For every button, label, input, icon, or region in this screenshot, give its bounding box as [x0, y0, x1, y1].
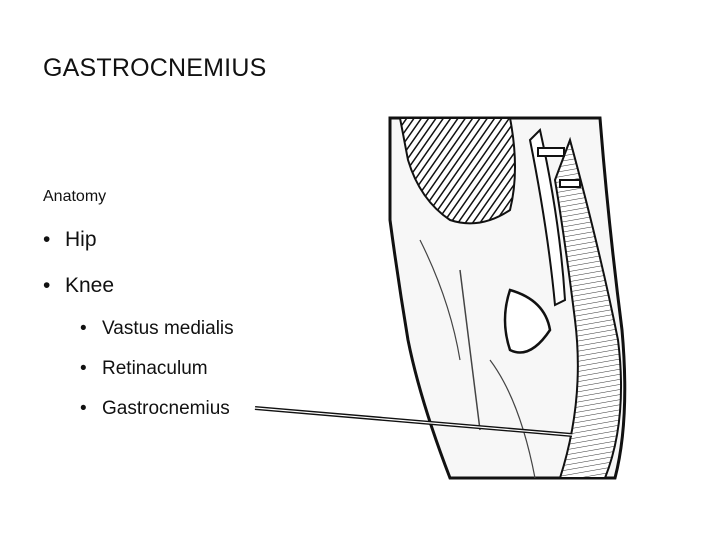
bullet-marker: •	[43, 228, 51, 251]
slide-title: GASTROCNEMIUS	[43, 54, 267, 82]
bullet-marker: •	[43, 274, 51, 297]
bullet-hip	[43, 228, 97, 252]
bullet-text: Knee	[65, 274, 115, 297]
knee-anatomy-illustration	[360, 100, 660, 500]
sub-bullet-gastrocnemius	[80, 398, 230, 420]
bullet-text: Gastrocnemius	[102, 398, 230, 419]
bullet-knee	[43, 274, 114, 298]
sub-bullet-vastus-medialis	[80, 318, 234, 340]
bullet-marker: •	[80, 318, 87, 339]
bullet-marker: •	[80, 358, 87, 379]
bullet-marker: •	[80, 398, 87, 419]
bullet-text: Hip	[65, 228, 97, 251]
sub-bullet-retinaculum	[80, 358, 208, 380]
bullet-text: Vastus medialis	[102, 318, 234, 339]
slide-subtitle: Anatomy	[43, 188, 107, 205]
bullet-text: Retinaculum	[102, 358, 208, 379]
